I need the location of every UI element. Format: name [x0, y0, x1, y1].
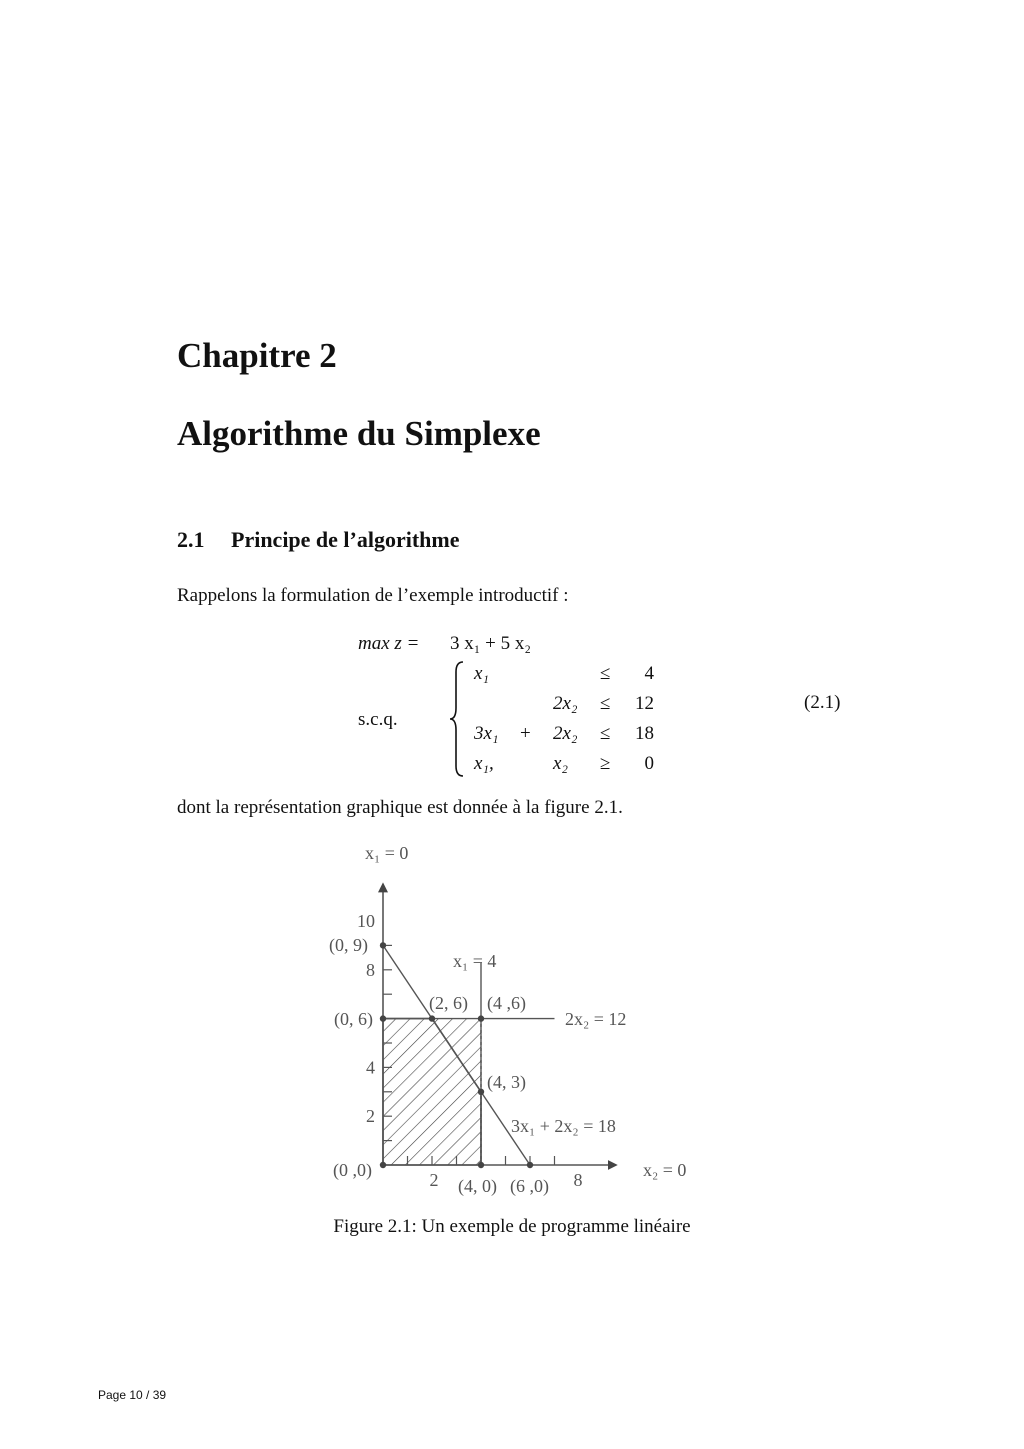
point-label-0-6: (0, 6)	[334, 1009, 373, 1029]
vertex-point	[429, 1015, 435, 1021]
row2-c2: 2x₂	[553, 693, 578, 714]
y-tick-label-10: 10	[357, 911, 375, 931]
page-footer: Page 10 / 39	[98, 1388, 167, 1402]
row4-c2: x₂	[553, 753, 569, 774]
row4-rel: ≥	[600, 753, 611, 774]
lp-figure	[0, 830, 1024, 1210]
row1-rhs: 4	[644, 663, 654, 684]
row3-c1: 3x₁	[474, 723, 499, 744]
vertex-point	[478, 1162, 484, 1168]
constraints-brace	[448, 660, 468, 778]
point-label-0-9: (0, 9)	[329, 935, 368, 955]
line-label-3x1-2x2-18: 3x₁ + 2x₂ = 18	[511, 1116, 616, 1136]
intro-paragraph: Rappelons la formulation de l’exemple introductif :	[177, 585, 569, 606]
point-label-4-6: (4 ,6)	[487, 993, 526, 1013]
line-label-x1-4: x₁ = 4	[453, 951, 497, 971]
section-title: Principe de l’algorithme	[231, 527, 460, 552]
figure-caption	[0, 1216, 1024, 1238]
row1-rel: ≤	[600, 663, 611, 684]
vertex-point	[380, 1015, 386, 1021]
row1-c1: x₁	[474, 663, 490, 684]
vertex-point	[478, 1015, 484, 1021]
equation-number: (2.1)	[804, 692, 841, 713]
y-tick-label-4: 4	[366, 1057, 375, 1078]
y-tick-label-2: 2	[366, 1106, 375, 1127]
row3-rel: ≤	[600, 723, 611, 744]
figure-caption-label: Figure 2.1:	[333, 1216, 417, 1237]
vertical-axis-label: x₁ = 0	[365, 843, 409, 863]
vertex-point	[527, 1162, 533, 1168]
row3-c2: 2x₂	[553, 723, 578, 744]
figure-caption-text: Un exemple de programme linéaire	[421, 1216, 691, 1237]
vertex-point	[478, 1089, 484, 1095]
section-number: 2.1	[177, 527, 205, 552]
figure-reference-paragraph: dont la représentation graphique est donnée à la figure 2.1.	[177, 797, 623, 818]
row4-c1: x₁,	[474, 753, 494, 774]
vertex-point	[380, 1162, 386, 1168]
hatched-region	[383, 1019, 481, 1165]
vertex-point	[380, 942, 386, 948]
point-label-6-0: (6 ,0)	[510, 1176, 549, 1196]
objective-label: max z =	[358, 633, 420, 654]
row4-rhs: 0	[644, 753, 654, 774]
point-label-4-0: (4, 0)	[458, 1176, 497, 1196]
x-tick-label-2: 2	[429, 1170, 439, 1190]
x-tick-label-8: 8	[573, 1170, 583, 1190]
point-label-4-3: (4, 3)	[487, 1072, 526, 1092]
y-tick-label-8: 8	[366, 959, 375, 980]
row2-rel: ≤	[600, 693, 611, 714]
objective-expression: 3 x₁ + 5 x₂	[450, 633, 531, 654]
chapter-title: Algorithme du Simplexe	[177, 414, 541, 453]
line-label-2x2-12: 2x₂ = 12	[565, 1009, 627, 1029]
row3-rhs: 18	[635, 723, 654, 744]
point-label-2-6: (2, 6)	[429, 993, 468, 1013]
point-label-0-0: (0 ,0)	[333, 1160, 372, 1180]
constraints-label: s.c.q.	[358, 709, 398, 730]
horizontal-axis-label: x₂ = 0	[643, 1160, 687, 1180]
chapter-label: Chapitre 2	[177, 336, 337, 375]
row2-rhs: 12	[635, 693, 654, 714]
row3-op: +	[520, 723, 531, 744]
